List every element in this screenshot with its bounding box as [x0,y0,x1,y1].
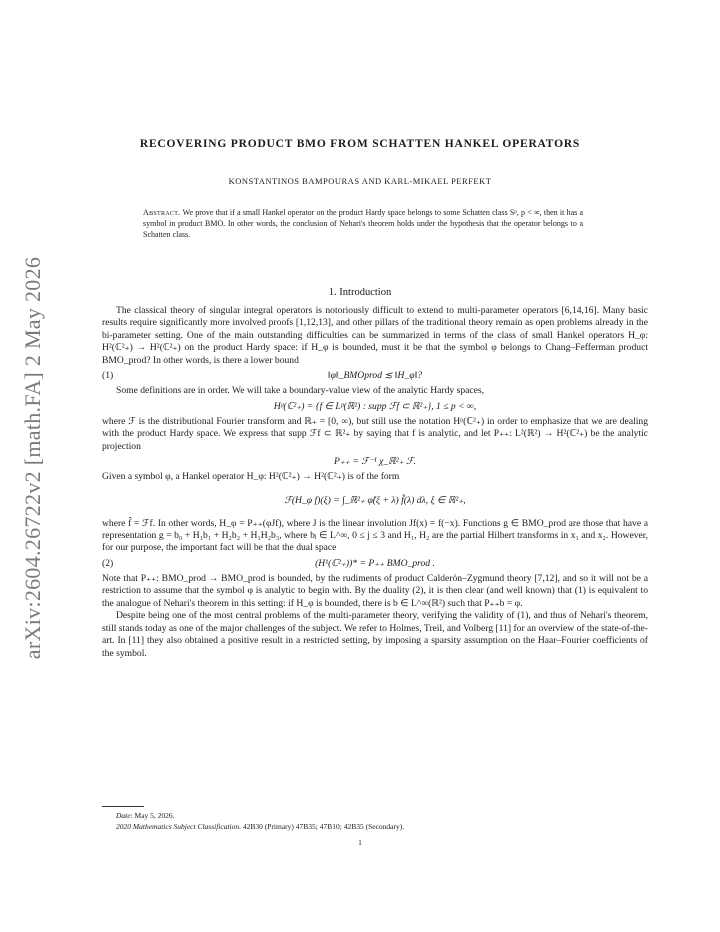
abstract-label: Abstract. [143,208,181,217]
footnote-divider [102,806,144,807]
paragraph-2: Some definitions are in order. We will take a boundary-value view of the analytic Hardy spaces, [116,385,485,397]
arxiv-sidebar [18,248,48,668]
paragraph-4: Given a symbol φ, a Hankel operator H_φ: H²(ℂ²₊) → H²(ℂ²₊) is of the form [102,471,400,483]
equation-projection-content: P₊₊ = ℱ⁻¹ χ_ℝ²₊ ℱ. [333,456,417,468]
footnote-msc-label: 2020 Mathematics Subject Classification. [116,822,241,831]
abstract-text: We prove that if a small Hankel operator on the product Hardy space belongs to some Schatten class Sᵖ, p < ∞, then it has a symbol in product BMO. In other words, the conclusion of Nehari's theorem holds under the hypothesis that the operator belongs to a Schatten class. [143,208,584,240]
equation-hardy-space [102,400,648,414]
paragraph-5: where f̂ = ℱf. In other words, H_φ = P₊₊(φJf), where J is the linear involution Jf(x) = f(−x). Functions g ∈ BMO_prod are those that have a representation g = b₀ + H₁b₁ + H₂b₂ + H₁H₂b₃, where bⱼ ∈ L^∞, 0 ≤ j ≤ 3 and H₁, H₂ are the partial Hilbert transforms in x₁ and x₂. However, for our purpose, the important fact will be that the dual space [102,517,648,554]
paragraph-7: Despite being one of the most central problems of the multi-parameter theory, verifying the validity of (1), and thus of Nehari's theorem, still stands today as one of the major challenges of the subject. We refer to Holmes, Treil, and Volberg [11] for an overview of the state-of-the-art. In [11] they also obtained a positive result in a restricted setting, by imposing a sparsity assumption on the Haar–Fourier coefficients of the symbol. [102,610,648,659]
equation-2 [102,557,648,571]
equation-hardy-space-content: Hᵖ(ℂ²₊) = {f ∈ Lᵖ(ℝ²) : supp ℱf ⊂ ℝ²₊}, 1 ≤ p < ∞, [273,400,477,412]
abstract [143,207,583,241]
footnote-msc [116,821,636,832]
paragraph-3: where ℱ is the distributional Fourier transform and ℝ₊ = [0, ∞), but still use the notation Hᵖ(ℂ²₊) in order to emphasize that we are dealing with the product Hardy space. We express that supp ℱf ⊂ ℝ²₊ by saying that f is analytic, and let P₊₊: L²(ℝ²) → H²(ℂ²₊) be the analytic projection [102,415,648,452]
footnote-date-label: Date [116,811,131,820]
body-text [102,305,648,660]
equation-1 [102,369,648,383]
paper-authors: KONSTANTINOS BAMPOURAS AND KARL-MIKAEL PERFEKT [228,176,492,186]
equation-number-2: (2) [102,557,114,569]
footnote-date-value: : May 5, 2026. [130,811,175,820]
footnote-msc-value: 42B30 (Primary) 47B35; 47B10; 42B35 (Secondary). [241,822,405,831]
equation-hankel [102,487,648,515]
equation-2-content: (H¹(ℂ²₊))* = P₊₊ BMO_prod . [315,557,435,569]
equation-projection [102,455,648,469]
equation-hankel-content: ℱ(H_φ f)(ξ) = ∫_ℝ²₊ φ̂(ξ + λ) f̂(λ) dλ, ξ ∈ ℝ²₊, [284,494,466,506]
section-heading: 1. Introduction [328,287,392,298]
equation-number-1: (1) [102,370,114,382]
arxiv-identifier: arXiv:2604.26722v2 [math.FA] 2 May 2026 [20,256,45,660]
paragraph-6: Note that P₊₊: BMO_prod → BMO_prod is bounded, by the rudiments of product Calderón–Zygmund theory [7,12], and so it will not be a restriction to assume that the symbol φ is analytic to begin with. By the duality (2), it is then clear (and well known) that (1) is equivalent to the analogue of Nehari's theorem in this setting: if H_φ is bounded, there is b ∈ L^∞(ℝ²) such that P₊₊b = φ. [102,572,648,609]
page-number: 1 [358,838,362,847]
footnotes [116,810,636,832]
paper-title: RECOVERING PRODUCT BMO FROM SCHATTEN HANKEL OPERATORS [139,138,581,150]
equation-1-content: ‖φ‖_BMOprod ≲ ‖H_φ‖? [327,370,423,382]
footnote-date [116,810,636,821]
paragraph-1: The classical theory of singular integral operators is notoriously difficult to extend to multi-parameter operators [6,14,16]. Many basic results require significantly more involved proofs [1,12,13], and other pillars of the traditional theory remain as open problems already in the bi-parameter setting. One of the main outstanding difficulties can be summarized in terms of the class of small Hankel operators H_φ: H²(ℂ²₊) → H²(ℂ²₊) on the product Hardy space: if H_φ is bounded, must it be that the symbol φ belongs to Chang–Fefferman product BMO_prod? In other words, is there a lower bound [102,305,648,366]
